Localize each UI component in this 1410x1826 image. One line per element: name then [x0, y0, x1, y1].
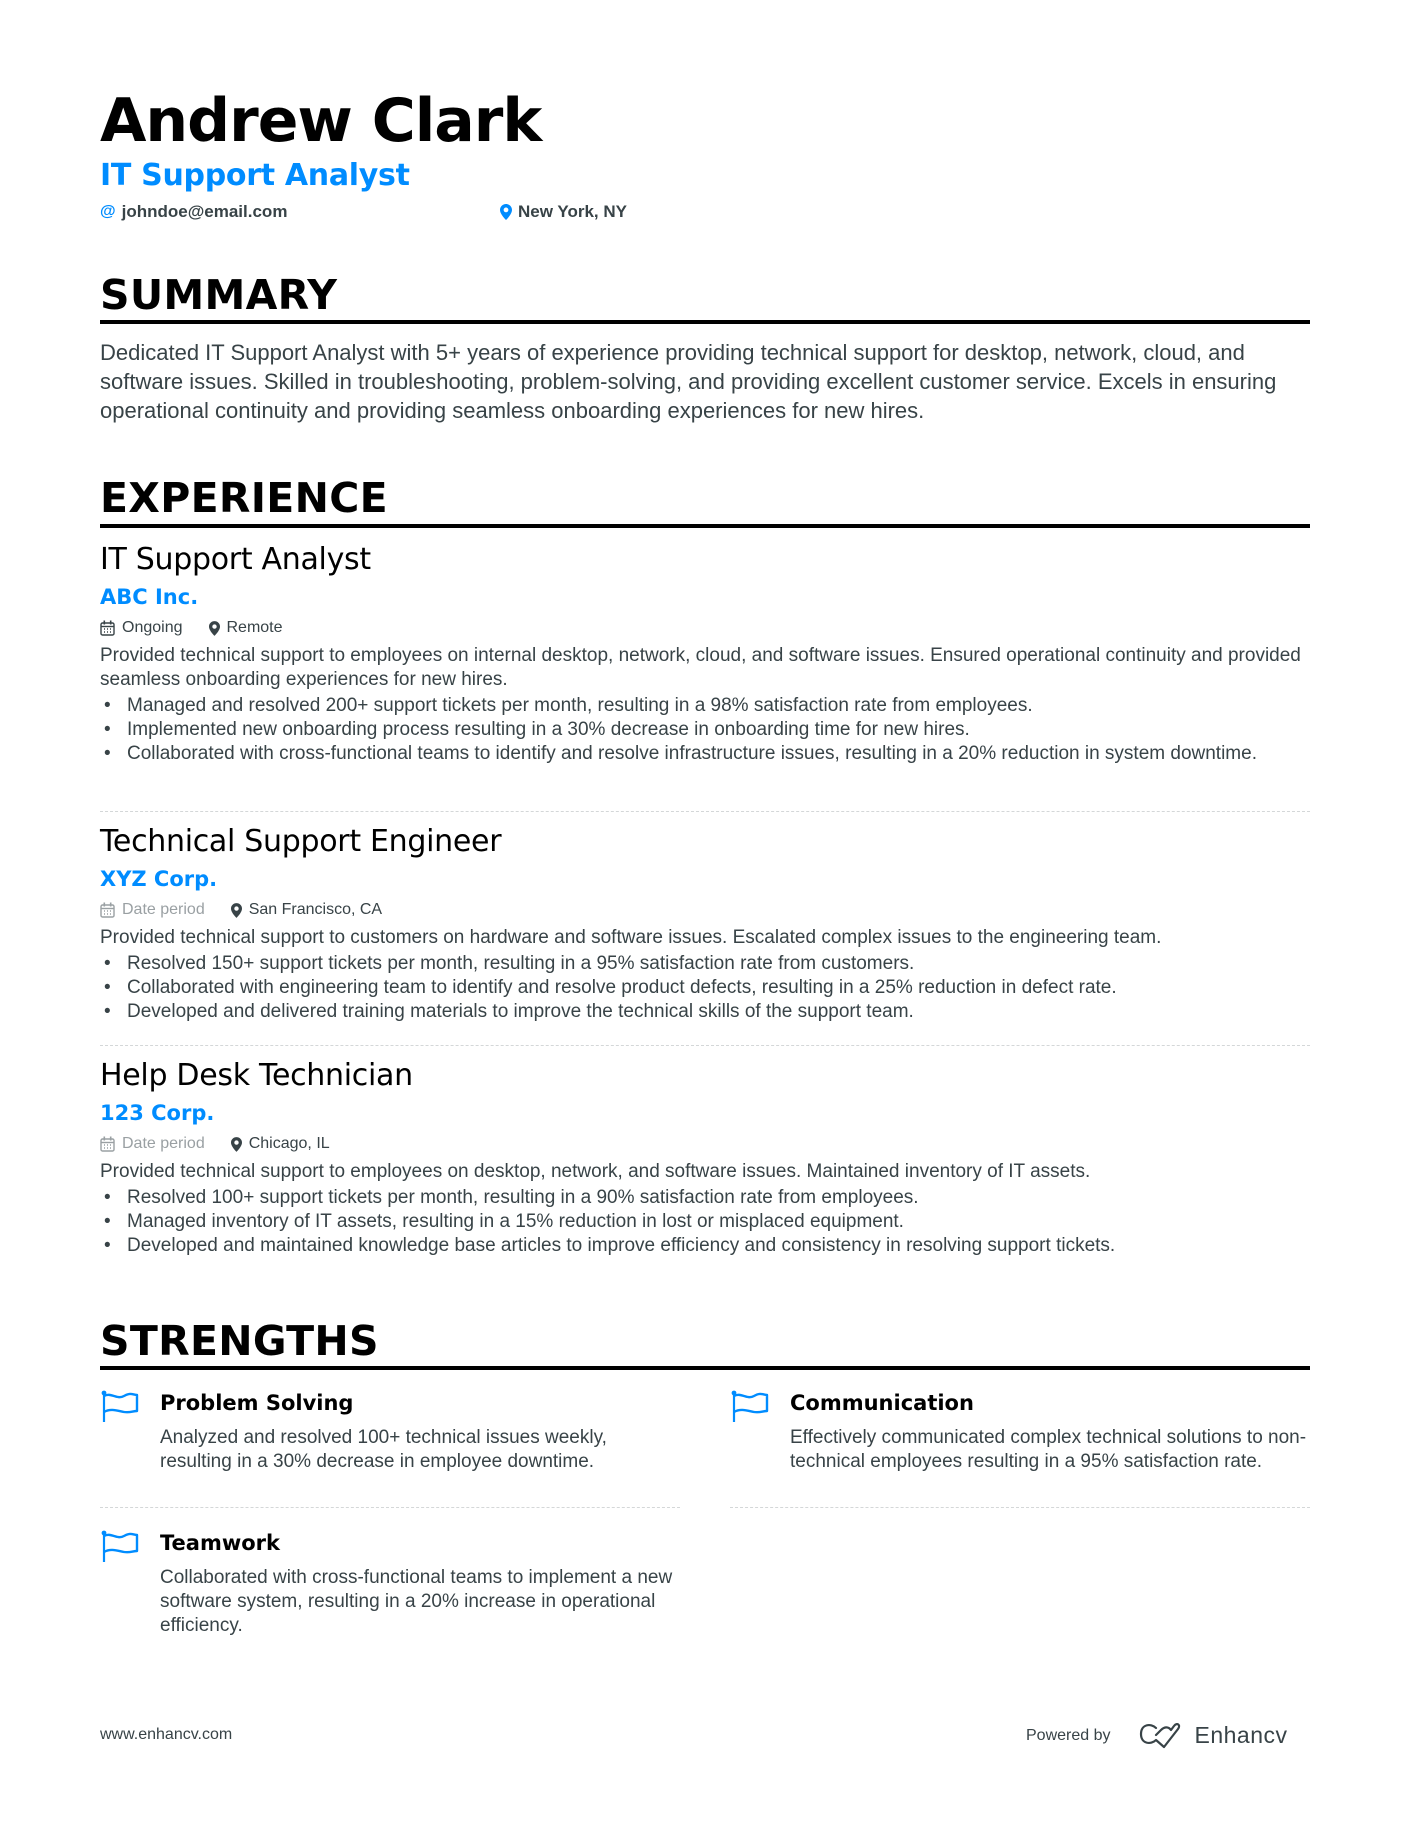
experience-entry — [100, 822, 1310, 1024]
job-description: Provided technical support to employees on desktop, network, and software issues. Maintained inventory of IT assets. — [100, 1161, 1091, 1182]
strength-title: Communication — [790, 1391, 974, 1415]
job-role: IT Support Analyst — [100, 542, 371, 577]
powered-by-label: Powered by — [1026, 1726, 1111, 1744]
calendar-icon — [100, 902, 115, 918]
entry-divider — [100, 811, 1310, 812]
location-text: New York, NY — [518, 202, 627, 221]
job-date-text: Ongoing — [122, 619, 183, 636]
job-location — [231, 898, 382, 922]
job-bullet: • Managed inventory of IT assets, resulting in a 15% reduction in lost or misplaced equipment. — [100, 1210, 1310, 1234]
section-rule — [100, 320, 1310, 324]
contact-location — [500, 202, 627, 222]
contact-email[interactable] — [100, 202, 287, 222]
strength-description: Effectively communicated complex technical solutions to non-technical employees resulting in a 95% satisfaction rate. — [790, 1427, 1307, 1472]
section-rule — [100, 524, 1310, 528]
strength-description: Analyzed and resolved 100+ technical issues weekly, resulting in a 30% decrease in employee downtime. — [160, 1427, 607, 1472]
strength-title: Teamwork — [160, 1531, 280, 1555]
map-pin-icon — [231, 1137, 242, 1152]
candidate-name: Andrew Clark — [100, 86, 542, 156]
section-title-summary: SUMMARY — [100, 271, 338, 319]
job-bullet: • Resolved 150+ support tickets per month, resulting in a 95% satisfaction rate from customers. — [100, 952, 1310, 976]
job-company: 123 Corp. — [100, 1101, 215, 1125]
job-meta — [100, 616, 1310, 640]
calendar-icon — [100, 1136, 115, 1152]
enhancv-logo-icon — [1139, 1723, 1185, 1749]
job-bullet: • Collaborated with cross-functional teams to identify and resolve infrastructure issues, resulting in a 20% reduction in system downtime. — [100, 742, 1310, 766]
job-role: Help Desk Technician — [100, 1058, 413, 1093]
job-bullets — [100, 694, 1310, 766]
strength-description: Collaborated with cross-functional teams to implement a new software system, resulting in a 20% increase in operational efficiency. — [160, 1567, 673, 1636]
map-pin-icon — [209, 621, 220, 636]
email-text: johndoe@email.com — [121, 202, 288, 221]
map-pin-icon — [231, 903, 242, 918]
job-description: Provided technical support to employees on internal desktop, network, cloud, and software issues. Ensured operational continuity and provided seamless onboarding experiences for new hires. — [100, 645, 1301, 690]
job-location — [209, 616, 283, 640]
job-location-text: Chicago, IL — [248, 1135, 330, 1152]
entry-divider — [100, 1507, 680, 1508]
job-bullet: • Resolved 100+ support tickets per month, resulting in a 90% satisfaction rate from employees. — [100, 1186, 1310, 1210]
section-title-experience: EXPERIENCE — [100, 474, 388, 522]
calendar-icon — [100, 620, 115, 636]
job-bullets — [100, 952, 1310, 1024]
job-date — [100, 616, 183, 640]
experience-entry — [100, 540, 1310, 766]
job-bullet: • Managed and resolved 200+ support tickets per month, resulting in a 98% satisfaction rate from employees. — [100, 694, 1310, 718]
flag-icon — [100, 1530, 140, 1562]
job-bullets — [100, 1186, 1310, 1258]
job-date — [100, 898, 205, 922]
job-location — [231, 1132, 330, 1156]
section-title-strengths: STRENGTHS — [100, 1317, 379, 1365]
contact-info — [100, 202, 1000, 226]
job-role: Technical Support Engineer — [100, 824, 502, 859]
job-bullet: • Implemented new onboarding process resulting in a 30% decrease in onboarding time for new hires. — [100, 718, 1310, 742]
summary-text: Dedicated IT Support Analyst with 5+ years of experience providing technical support for desktop, network, cloud, and software issues. Skilled in troubleshooting, problem-solving, and providing excellent customer service. Excels in ensuring operational continuity and providing seamless onboarding experiences for new hires. — [100, 340, 1277, 423]
flag-icon — [100, 1390, 140, 1422]
experience-entry — [100, 1056, 1310, 1258]
map-pin-icon — [500, 204, 512, 220]
brand-name: Enhancv — [1194, 1722, 1288, 1748]
job-bullet: • Collaborated with engineering team to identify and resolve product defects, resulting in a 25% reduction in defect rate. — [100, 976, 1310, 1000]
entry-divider — [730, 1507, 1310, 1508]
section-rule — [100, 1366, 1310, 1370]
job-company: ABC Inc. — [100, 585, 199, 609]
job-date-text: Date period — [122, 901, 205, 918]
footer-website-link[interactable]: www.enhancv.com — [100, 1726, 233, 1743]
job-bullet: • Developed and delivered training materials to improve the technical skills of the support team. — [100, 1000, 1310, 1024]
job-description: Provided technical support to customers on hardware and software issues. Escalated complex issues to the engineering team. — [100, 927, 1162, 948]
job-company: XYZ Corp. — [100, 867, 218, 891]
job-bullet: • Developed and maintained knowledge base articles to improve efficiency and consistency in resolving support tickets. — [100, 1234, 1310, 1258]
flag-icon — [730, 1390, 770, 1422]
job-location-text: Remote — [226, 619, 283, 636]
job-meta — [100, 898, 1310, 922]
footer-branding[interactable] — [1026, 1722, 1288, 1749]
candidate-title: IT Support Analyst — [100, 158, 410, 193]
job-date-text: Date period — [122, 1135, 205, 1152]
entry-divider — [100, 1045, 1310, 1046]
at-icon: @ — [100, 203, 116, 220]
strength-title: Problem Solving — [160, 1391, 354, 1415]
job-meta — [100, 1132, 1310, 1156]
job-date — [100, 1132, 205, 1156]
job-location-text: San Francisco, CA — [248, 901, 383, 918]
